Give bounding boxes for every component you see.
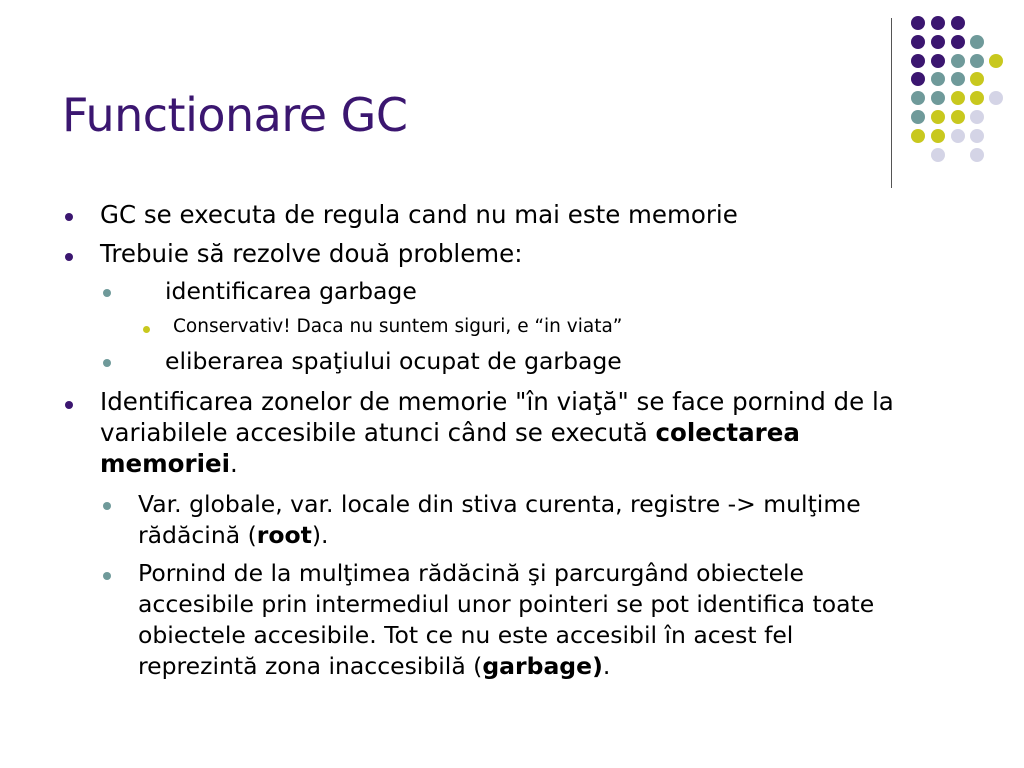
bullet-item: GC se executa de regula cand nu mai este memorie — [100, 200, 738, 229]
bullet-dot — [65, 213, 73, 221]
text-run: . — [230, 449, 238, 478]
text-run: reprezintă zona inaccesibilă ( — [138, 652, 483, 680]
bullet-dot — [103, 359, 111, 367]
bullet-dot — [65, 253, 73, 261]
text-line: obiectele accesibile. Tot ce nu este accesibil în acest fel — [138, 621, 794, 649]
text-line — [100, 417, 980, 448]
bold-text: colectarea — [655, 418, 800, 447]
text-run: . — [602, 652, 611, 680]
bullet-item: identificarea garbage — [165, 277, 417, 305]
text-line — [100, 448, 980, 479]
text-line: Identificarea zonelor de memorie "în viaţă" se face pornind de la — [100, 387, 894, 416]
bullet-dot — [143, 326, 150, 333]
bullet-dot — [103, 289, 111, 297]
bullet-item — [138, 489, 938, 551]
text-run: variabilele accesibile atunci când se execută — [100, 418, 656, 447]
bullet-item: Conservativ! Daca nu suntem siguri, e “in viata” — [173, 316, 623, 337]
bullet-dot — [103, 572, 111, 580]
text-line — [138, 520, 938, 551]
text-line: accesibile prin intermediul unor pointeri se pot identifica toate — [138, 590, 875, 618]
text-run: ). — [311, 521, 329, 549]
slide-title: Functionare GC — [62, 88, 408, 142]
bullet-item: Trebuie să rezolve două probleme: — [100, 239, 523, 268]
text-line: Pornind de la mulţimea rădăcină şi parcurgând obiectele — [138, 559, 805, 587]
text-line — [138, 651, 938, 682]
bullet-item: eliberarea spaţiului ocupat de garbage — [165, 347, 622, 375]
bold-text: memoriei — [100, 449, 231, 478]
text-line: Var. globale, var. locale din stiva curenta, registre -> mulţime — [138, 490, 861, 518]
bullet-item — [138, 558, 938, 682]
bullet-dot — [103, 502, 111, 510]
bullet-dot — [65, 401, 73, 409]
bold-text: garbage) — [482, 652, 603, 680]
text-run: rădăcină ( — [138, 521, 257, 549]
bullet-item — [100, 386, 980, 479]
bold-text: root — [256, 521, 312, 549]
